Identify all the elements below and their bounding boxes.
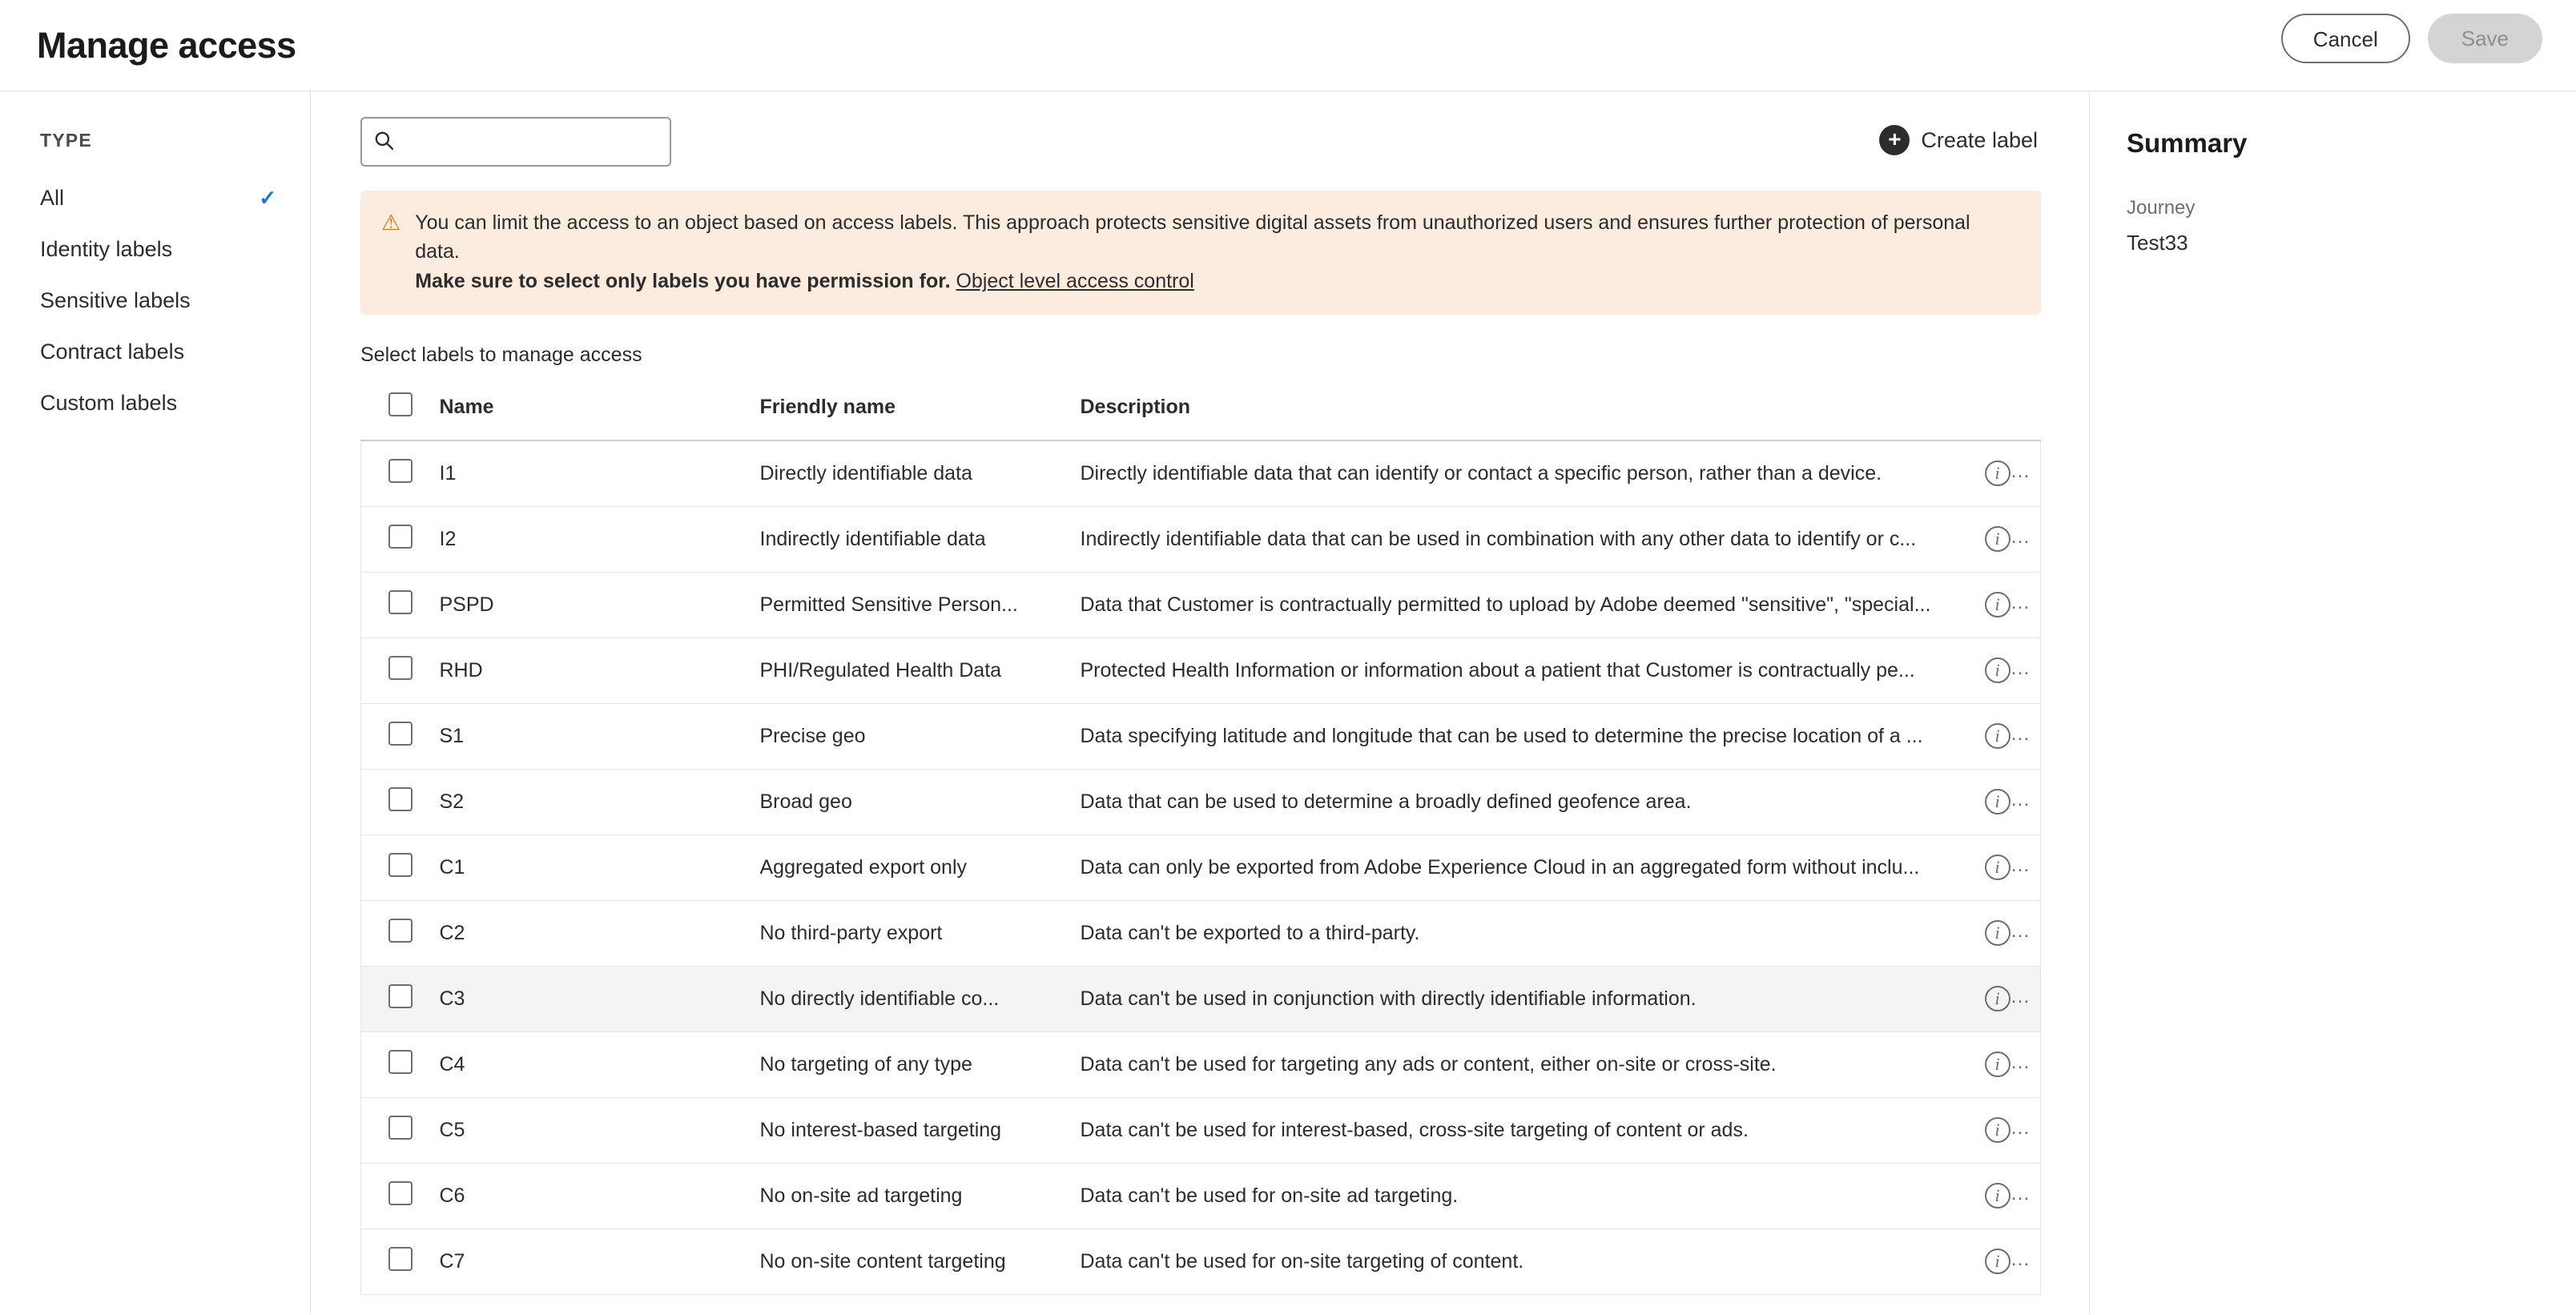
row-friendly-name: PHI/Regulated Health Data — [760, 637, 1081, 703]
info-icon[interactable]: i — [1985, 789, 2010, 814]
row-info-cell — [1985, 637, 2041, 703]
labels-table-head — [361, 381, 2041, 440]
row-checkbox[interactable] — [388, 1116, 413, 1140]
row-description: Data that can be used to determine a broadly defined geofence area. — [1081, 769, 1985, 834]
sidebar-item-label: Custom labels — [40, 390, 178, 415]
sidebar-item-label: All — [40, 185, 65, 210]
select-all-checkbox[interactable] — [388, 392, 413, 416]
table-row[interactable] — [361, 900, 2041, 966]
row-friendly-name: Precise geo — [760, 703, 1081, 769]
row-name: RHD — [440, 637, 760, 703]
info-icon[interactable]: i — [1985, 986, 2010, 1011]
row-description: Protected Health Information or information about a patient that Customer is contractually pe... — [1081, 637, 1985, 703]
create-label-button[interactable] — [1876, 117, 2041, 163]
table-row[interactable] — [361, 637, 2041, 703]
row-checkbox[interactable] — [388, 787, 413, 811]
row-friendly-name: No third-party export — [760, 900, 1081, 966]
row-checkbox-cell — [361, 900, 440, 966]
row-info-cell — [1985, 703, 2041, 769]
main-layout — [0, 91, 2576, 1314]
info-icon[interactable]: i — [1985, 526, 2010, 552]
column-header-description[interactable]: Description — [1081, 381, 1985, 440]
row-checkbox-cell — [361, 966, 440, 1031]
row-checkbox-cell — [361, 834, 440, 900]
row-checkbox[interactable] — [388, 459, 413, 483]
row-checkbox[interactable] — [388, 656, 413, 680]
row-checkbox-cell — [361, 1031, 440, 1097]
table-row[interactable] — [361, 769, 2041, 834]
row-description: Data can't be used for on-site ad targeting. — [1081, 1163, 1985, 1229]
labels-table — [360, 381, 2041, 1295]
row-description: Directly identifiable data that can identify or contact a specific person, rather than a device. — [1081, 440, 1985, 507]
info-icon[interactable]: i — [1985, 658, 2010, 683]
table-row[interactable] — [361, 1229, 2041, 1294]
sidebar — [0, 91, 311, 1314]
create-label-button-label: Create label — [1921, 127, 2038, 152]
summary-title: Summary — [2127, 128, 2248, 158]
info-icon[interactable]: i — [1985, 1117, 2010, 1143]
object-level-access-control-link[interactable]: Object level access control — [956, 269, 1194, 292]
row-name: C2 — [440, 900, 760, 966]
alert-text — [415, 208, 2020, 296]
table-row[interactable] — [361, 1163, 2041, 1229]
select-all-header — [361, 381, 440, 440]
warning-icon: ⚠ — [381, 211, 401, 235]
row-friendly-name: No directly identifiable co... — [760, 966, 1081, 1031]
page-header — [0, 0, 2576, 91]
info-icon[interactable]: i — [1985, 1052, 2010, 1077]
row-friendly-name: No targeting of any type — [760, 1031, 1081, 1097]
info-icon[interactable]: i — [1985, 723, 2010, 749]
table-caption: Select labels to manage access — [360, 343, 642, 366]
row-description: Data specifying latitude and longitude that can be used to determine the precise location of a ... — [1081, 703, 1985, 769]
sidebar-item-sensitive-labels[interactable] — [0, 275, 310, 326]
row-checkbox[interactable] — [388, 1181, 413, 1205]
access-labels-alert — [360, 191, 2041, 315]
row-checkbox[interactable] — [388, 853, 413, 877]
search-box[interactable] — [360, 117, 671, 167]
row-checkbox[interactable] — [388, 1050, 413, 1074]
table-row[interactable] — [361, 440, 2041, 507]
row-description: Data can't be used for interest-based, cross-site targeting of content or ads. — [1081, 1097, 1985, 1163]
row-info-cell — [1985, 1163, 2041, 1229]
row-name: I1 — [440, 440, 760, 507]
row-name: S1 — [440, 703, 760, 769]
info-icon[interactable]: i — [1985, 1249, 2010, 1274]
sidebar-title: TYPE — [40, 130, 92, 151]
row-name: C3 — [440, 966, 760, 1031]
row-name: PSPD — [440, 572, 760, 637]
row-friendly-name: Directly identifiable data — [760, 440, 1081, 507]
row-checkbox[interactable] — [388, 919, 413, 943]
row-info-cell — [1985, 1097, 2041, 1163]
row-checkbox-cell — [361, 637, 440, 703]
column-header-friendly-name[interactable]: Friendly name — [760, 381, 1081, 440]
table-row[interactable] — [361, 572, 2041, 637]
row-info-cell — [1985, 966, 2041, 1031]
row-friendly-name: No interest-based targeting — [760, 1097, 1081, 1163]
row-description: Data can't be used in conjunction with directly identifiable information. — [1081, 966, 1985, 1031]
row-description: Data can't be used for targeting any ads or content, either on-site or cross-site. — [1081, 1031, 1985, 1097]
checkmark-icon: ✓ — [259, 185, 276, 210]
row-checkbox[interactable] — [388, 984, 413, 1008]
sidebar-item-contract-labels[interactable] — [0, 326, 310, 377]
row-checkbox-cell — [361, 506, 440, 572]
row-description: Data that Customer is contractually permitted to upload by Adobe deemed "sensitive", "special... — [1081, 572, 1985, 637]
info-icon[interactable]: i — [1985, 1183, 2010, 1208]
row-info-cell — [1985, 1031, 2041, 1097]
sidebar-item-label: Sensitive labels — [40, 288, 191, 312]
row-friendly-name: No on-site content targeting — [760, 1229, 1081, 1294]
row-friendly-name: Broad geo — [760, 769, 1081, 834]
sidebar-item-all[interactable] — [0, 172, 310, 223]
row-checkbox-cell — [361, 1229, 440, 1294]
row-info-cell — [1985, 506, 2041, 572]
row-checkbox[interactable] — [388, 722, 413, 746]
content-area — [311, 91, 2089, 1314]
summary-field-value: Test33 — [2127, 231, 2188, 255]
plus-icon: + — [1879, 125, 1910, 155]
row-name: C1 — [440, 834, 760, 900]
info-icon[interactable]: i — [1985, 460, 2010, 486]
info-icon[interactable]: i — [1985, 592, 2010, 617]
row-friendly-name: No on-site ad targeting — [760, 1163, 1081, 1229]
sidebar-item-custom-labels[interactable] — [0, 377, 310, 428]
row-name: C6 — [440, 1163, 760, 1229]
row-name: C5 — [440, 1097, 760, 1163]
labels-table-body — [361, 440, 2041, 1295]
row-checkbox[interactable] — [388, 590, 413, 614]
info-icon[interactable]: i — [1985, 920, 2010, 946]
save-button[interactable]: Save — [2428, 14, 2542, 63]
row-checkbox[interactable] — [388, 525, 413, 549]
row-description: Indirectly identifiable data that can be used in combination with any other data to identify or c... — [1081, 506, 1985, 572]
search-input[interactable] — [404, 130, 658, 155]
row-checkbox-cell — [361, 572, 440, 637]
row-name: C4 — [440, 1031, 760, 1097]
table-row[interactable] — [361, 966, 2041, 1031]
header-actions — [2281, 14, 2542, 63]
search-icon — [373, 130, 394, 155]
table-row[interactable] — [361, 1097, 2041, 1163]
row-description: Data can't be used for on-site targeting of content. — [1081, 1229, 1985, 1294]
row-checkbox-cell — [361, 1097, 440, 1163]
table-row[interactable] — [361, 506, 2041, 572]
sidebar-item-identity-labels[interactable] — [0, 223, 310, 275]
row-info-cell — [1985, 1229, 2041, 1294]
row-checkbox-cell — [361, 769, 440, 834]
row-checkbox-cell — [361, 440, 440, 507]
info-icon[interactable]: i — [1985, 855, 2010, 880]
sidebar-item-label: Identity labels — [40, 236, 173, 261]
table-header-row — [361, 381, 2041, 440]
row-checkbox-cell — [361, 703, 440, 769]
row-name: I2 — [440, 506, 760, 572]
row-info-cell — [1985, 900, 2041, 966]
row-checkbox[interactable] — [388, 1247, 413, 1271]
row-description: Data can't be exported to a third-party. — [1081, 900, 1985, 966]
row-friendly-name: Indirectly identifiable data — [760, 506, 1081, 572]
row-name: S2 — [440, 769, 760, 834]
row-info-cell — [1985, 572, 2041, 637]
table-row[interactable] — [361, 1031, 2041, 1097]
row-friendly-name: Permitted Sensitive Person... — [760, 572, 1081, 637]
table-row[interactable] — [361, 703, 2041, 769]
alert-line-2: Make sure to select only labels you have permission for. — [415, 269, 951, 292]
row-info-cell — [1985, 834, 2041, 900]
alert-line-1: You can limit the access to an object based on access labels. This approach protects sensitive digital assets from unauthorized users and ensures further protection of personal data. — [415, 211, 1970, 263]
column-header-name[interactable]: Name — [440, 381, 760, 440]
row-friendly-name: Aggregated export only — [760, 834, 1081, 900]
cancel-button[interactable]: Cancel — [2281, 14, 2410, 63]
row-description: Data can only be exported from Adobe Experience Cloud in an aggregated form without inclu... — [1081, 834, 1985, 900]
summary-field-label: Journey — [2127, 197, 2196, 219]
table-row[interactable] — [361, 834, 2041, 900]
row-name: C7 — [440, 1229, 760, 1294]
page-title: Manage access — [37, 24, 296, 66]
summary-panel — [2089, 91, 2576, 1314]
row-info-cell — [1985, 769, 2041, 834]
sidebar-item-label: Contract labels — [40, 339, 185, 364]
column-header-info — [1985, 381, 2041, 440]
content-toolbar — [360, 117, 2041, 167]
row-checkbox-cell — [361, 1163, 440, 1229]
row-info-cell — [1985, 440, 2041, 507]
